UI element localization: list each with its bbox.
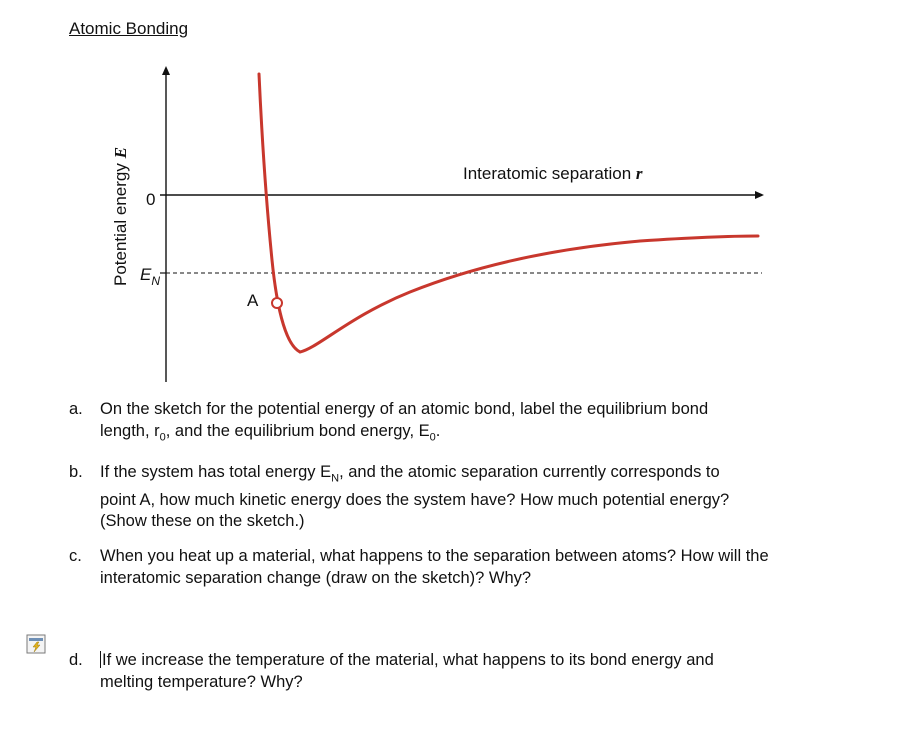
potential-energy-curve — [259, 74, 758, 352]
question-a-sub2: 0 — [429, 430, 436, 443]
question-b — [69, 462, 859, 533]
x-axis-arrowhead — [755, 191, 764, 199]
question-c — [69, 546, 859, 589]
text-cursor — [100, 651, 101, 668]
question-a-line2-pre: length, r — [100, 421, 160, 440]
question-d-line1: If we increase the temperature of the material, what happens to its bond energy and — [102, 651, 714, 669]
question-c-line1: When you heat up a material, what happens to the separation between atoms? How will the — [100, 547, 769, 565]
point-a-label: A — [247, 291, 259, 310]
question-a-sub1: 0 — [159, 430, 166, 443]
x-axis-label: Interatomic separation r — [463, 164, 643, 183]
question-a — [69, 399, 859, 448]
y-axis-arrowhead — [162, 66, 170, 75]
question-d[interactable] — [69, 650, 859, 693]
question-b-line2: point A, how much kinetic energy does the system have? How much potential energy? — [100, 490, 730, 509]
question-a-line2-mid: , and the equilibrium bond energy, E — [165, 421, 430, 440]
question-a-line2-post: . — [435, 421, 441, 440]
question-d-line2: melting temperature? Why? — [100, 672, 303, 691]
question-b-line1-post: , and the atomic separation currently corresponds to — [339, 463, 720, 481]
question-b-letter: b. — [69, 463, 83, 481]
question-d-letter: d. — [69, 651, 83, 669]
question-c-letter: c. — [69, 547, 82, 565]
question-a-line1: On the sketch for the potential energy of an atomic bond, label the equilibrium bond — [100, 400, 709, 418]
question-a-letter: a. — [69, 400, 83, 418]
en-label: $E_N$ — [140, 265, 161, 288]
smart-tag-icon[interactable] — [26, 634, 46, 654]
y-axis-label: Potential energy E — [111, 147, 130, 286]
question-b-sub: N — [331, 472, 340, 485]
page-title: Atomic Bonding — [69, 19, 189, 38]
point-a-marker — [272, 298, 282, 308]
question-b-line3: (Show these on the sketch.) — [100, 512, 305, 531]
zero-tick-label: 0 — [146, 190, 156, 209]
question-c-line2: interatomic separation change (draw on the sketch)? Why? — [100, 568, 532, 587]
question-b-line1-pre: If the system has total energy E — [100, 463, 332, 481]
